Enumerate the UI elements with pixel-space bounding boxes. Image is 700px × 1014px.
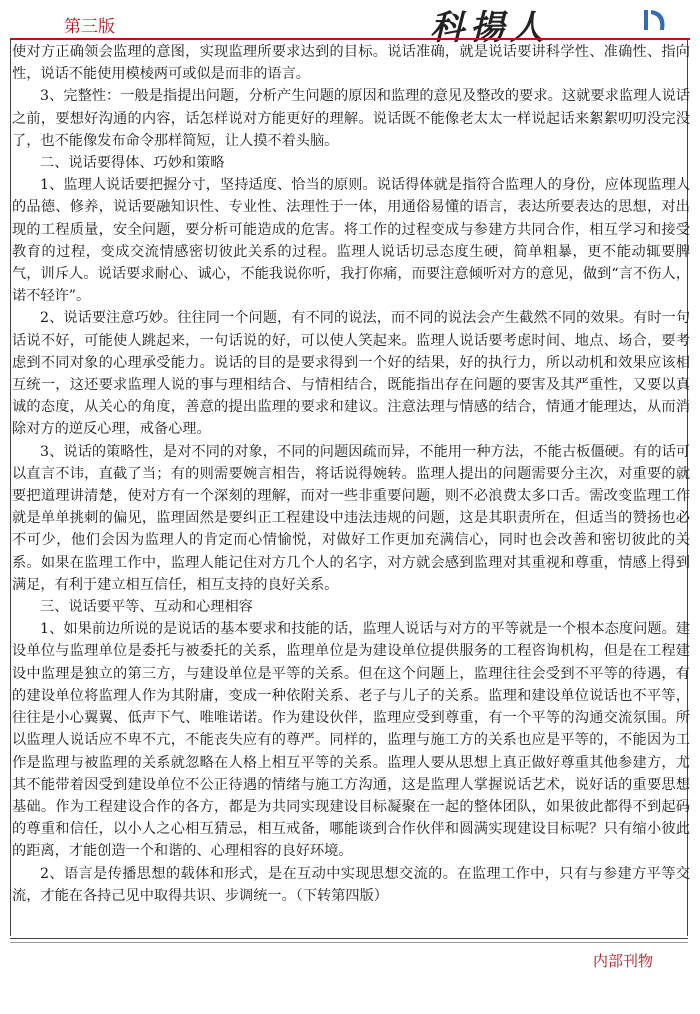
article-body [12, 41, 690, 907]
header-rule [10, 38, 690, 40]
section-heading: 三、说话要平等、互动和心理相容 [40, 599, 253, 616]
paragraph: 3、说话的策略性，是对不同的对象，不同的问题因疏而异，不能用一种方法，不能古板僵硬。有的话可以直言不讳，直截了当；有的则需要婉言相告，将话说得婉转。监理人提出的问题需要分主次，对重要的就要把道理讲清楚，使对方有一个深刻的理解，而对一些非重要问题，则不必浪费太多口舌。需改变监理工作就是单单挑刺的偏见，监理固然是要纠正工程建设中违法违规的问题，这是其职责所在，但适当的赞扬也必不可少，他们会因为监理人的肯定而心情愉悦，对做好工作更加充满信心，同时也会改善和密切彼此的关系。如果在监理工作中，监理人能记住对方几个人的名字，对方就会感到监理对其重视和尊重，情感上得到满足，有利于建立相互信任，相互支持的良好关系。 [12, 443, 690, 593]
left-frame-line [10, 40, 11, 936]
company-logo-icon [640, 6, 670, 34]
paragraph: 2、说话要注意巧妙。往往同一个问题，有不同的说法，而不同的说法会产生截然不同的效果。有时一句话说不好，可能使人跳起来，一句话说的好，可以使人笑起来。监理人说话要考虑时间、地点、场合，要考虑到不同对象的心理承受能力。说话的目的是要求得到一个好的结果，好的执行力，所以动机和效果应该相互统一，这还要求监理人说的事与理相结合、与情相结合，既能指出存在问题的要害及其严重性，又要以真诚的态度，从关心的角度，善意的提出监理的要求和建议。注意法理与情感的结合，情通才能理达，从而消除对方的逆反心理，戒备心理。 [12, 310, 690, 438]
internal-publication-label: 内部刊物 [593, 952, 654, 970]
paragraph: 2、语言是传播思想的载体和形式，是在互动中实现思想交流的。在监理工作中，只有与参建方平等交流，才能在各持己见中取得共识、步调统一。（下转第四版） [12, 865, 690, 904]
page-number-label: 第三版 [64, 17, 115, 37]
paragraph: 3、完整性：一般是指提出问题，分析产生问题的原因和监理的意见及整改的要求。这就要求监理人说话之前，要想好沟通的内容，话怎样说对方能更好的理解。说话既不能像老太太一样说起话来絮絮叨叨没完没了，也不能像发布命令那样简短，让人摸不着头脑。 [12, 88, 690, 149]
section-heading: 二、说话要得体、巧妙和策略 [40, 155, 225, 172]
footer-rule [10, 938, 688, 939]
paragraph: 1、如果前边所说的是说话的基本要求和技能的话，监理人说话与对方的平等就是一个根本态度问题。建设单位与监理单位是委托与被委托的关系，监理单位是为建设单位提供服务的工程咨询机构，但是在工程建设中监理是独立的第三方，与建设单位是平等的关系。但在这个问题上，监理往往会受到不平等的待遇，有的建设单位将监理人作为其附庸，变成一种依附关系、老子与儿子的关系。监理和建设单位说话也不平等，往往是小心翼翼、低声下气、唯唯诺诺。作为建设伙伴，监理应受到尊重，有一个平等的沟通交流氛围。所以监理人说话应不卑不亢，不能丧失应有的尊严。同样的，监理与施工方的关系也应是平等的，不能因为工作是监理与被监理的关系就忽略在人格上相互平等的关系。监理人要从思想上真正做好尊重其他参建方，尤其不能带着因受到建设单位不公正待遇的情绪与施工方沟通，这是监理人掌握说话艺术，说好话的重要思想基础。作为工程建设合作的各方，都是为共同实现建设目标凝聚在一起的整体团队，如果彼此都得不到起码的尊重和信任，以小人之心相互猜忌，相互戒备，哪能谈到合作伙伴和圆满实现建设目标呢？只有缩小彼此的距离，才能创造一个和谐的、心理相容的良好环境。 [12, 621, 690, 860]
paragraph: 1、监理人说话要把握分寸，坚持适度、恰当的原则。说话得体就是指符合监理人的身份，应体现监理人的品德、修养，说话要融知识性、专业性、法理性于一体，用通俗易懂的语言，表达所要表达的思想，对出现的工程质量，安全问题，要分析可能造成的危害。将工作的过程变成与参建方共同合作，相互学习和接受教育的过程，变成交流情感密切彼此关系的过程。监理人说话切忌态度生硬，简单粗暴，更不能动辄要脾气，训斥人。说话要求耐心、诚心，不能我说你听，我打你痛，而要注意倾听对方的意见，做到“言不伤人，诺不轻许”。 [12, 177, 690, 305]
paragraph: 使对方正确领会监理的意图，实现监理所要求达到的目标。说话准确，就是说话要讲科学性、准确性、指向性，说话不能使用模棱两可或似是而非的语言。 [12, 44, 690, 83]
masthead-title: 科揚人 [430, 8, 550, 48]
footer-rule-thin [10, 942, 688, 943]
